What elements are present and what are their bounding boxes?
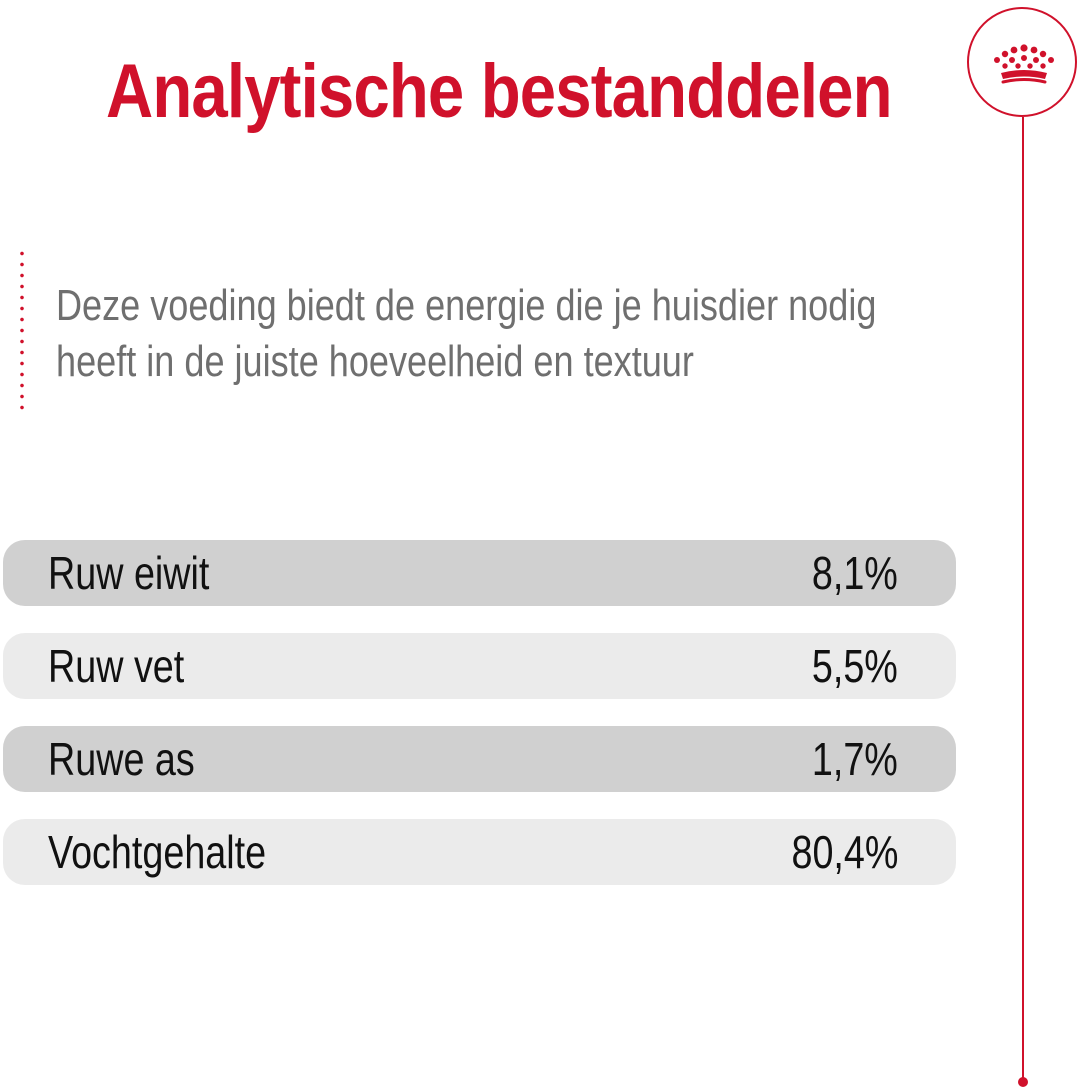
- nutrient-name: Ruwe as: [48, 733, 195, 785]
- table-row: [3, 726, 956, 792]
- nutrient-name: Ruw vet: [48, 640, 185, 692]
- nutrient-value: 80,4%: [791, 826, 898, 878]
- nutrient-value: 5,5%: [812, 640, 898, 692]
- nutrient-value: 8,1%: [812, 547, 898, 599]
- dotted-divider: [20, 248, 24, 412]
- brand-vertical-line: [1022, 117, 1024, 1082]
- intro-text: Deze voeding biedt de energie die je huisdier nodig heeft in de juiste hoeveelheid en textuur: [56, 281, 877, 386]
- nutrient-table: [3, 540, 956, 912]
- nutrient-value: 1,7%: [812, 733, 898, 785]
- brand-line-end-dot: [1018, 1077, 1028, 1087]
- crown-logo-icon: [991, 43, 1057, 87]
- page-title: Analytische bestanddelen: [106, 49, 892, 134]
- brand-badge: [967, 7, 1077, 117]
- nutrient-name: Vochtgehalte: [48, 826, 267, 878]
- table-row: [3, 819, 956, 885]
- nutrient-name: Ruw eiwit: [48, 547, 210, 599]
- table-row: [3, 540, 956, 606]
- table-row: [3, 633, 956, 699]
